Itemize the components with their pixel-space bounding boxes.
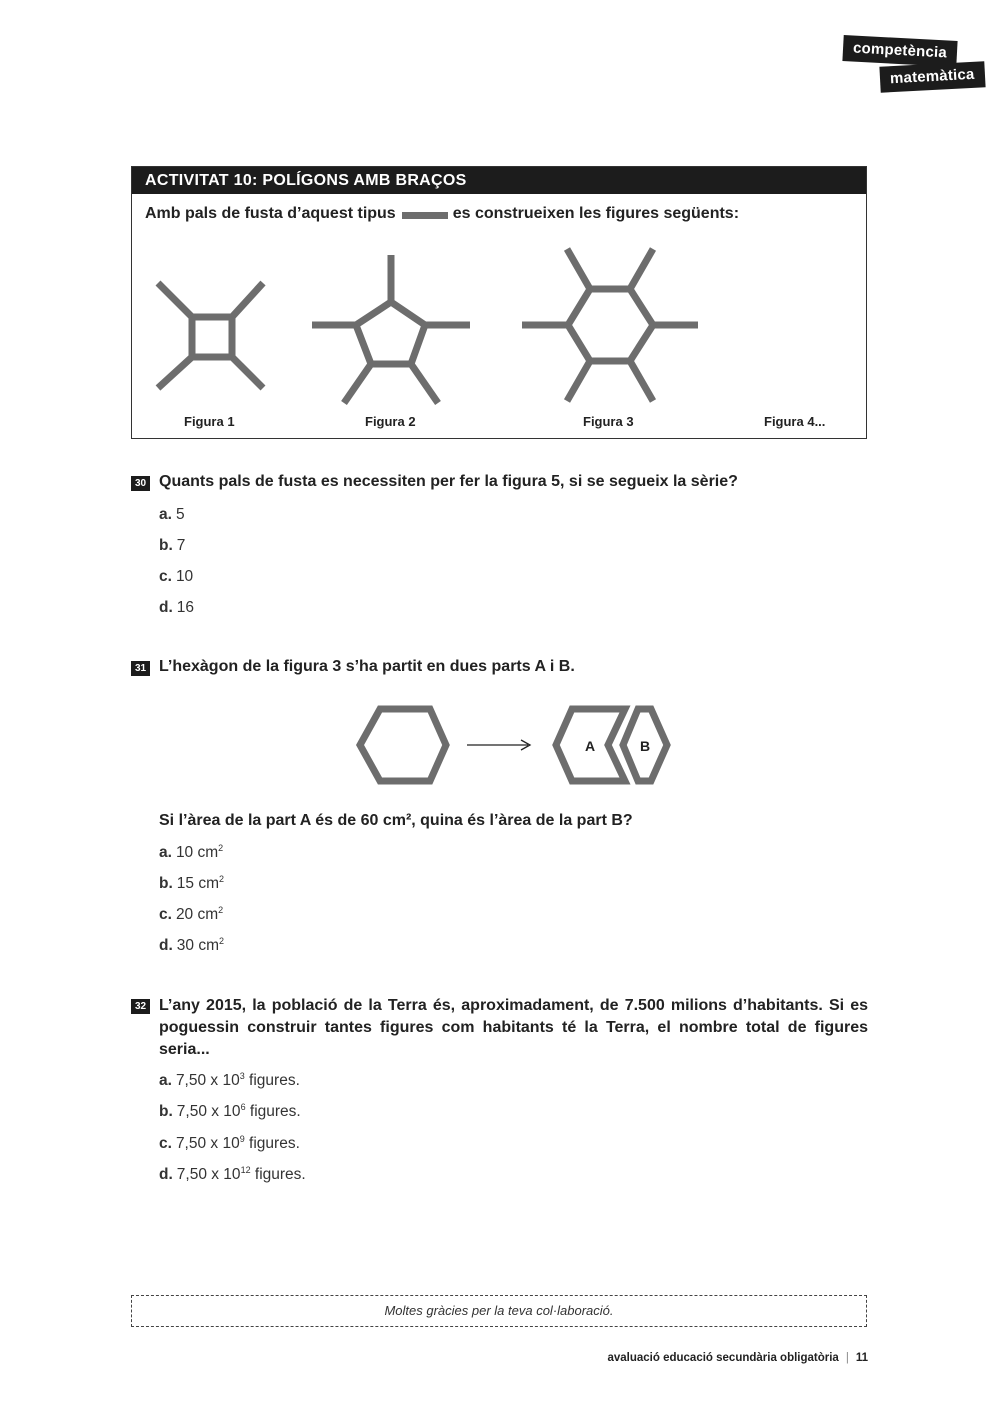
figure-3-label: Figura 3 bbox=[583, 414, 634, 429]
figure-4-label: Figura 4... bbox=[764, 414, 826, 429]
whole-hexagon bbox=[360, 709, 446, 781]
q31-option-d[interactable]: d. 30 $cm^2$ bbox=[159, 936, 225, 954]
intro-before: Amb pals de fusta d’aquest tipus bbox=[145, 205, 396, 222]
footer-text: avaluació educació secundària obligatòria bbox=[607, 1352, 839, 1364]
q31-option-a[interactable]: a. 10 $cm^2$ bbox=[159, 843, 224, 861]
figure-1-square bbox=[158, 283, 263, 388]
footer-separator: | bbox=[845, 1352, 849, 1364]
q30-option-c[interactable]: c. 10 bbox=[159, 568, 194, 585]
q30-option-d[interactable]: d. 16 bbox=[159, 599, 195, 616]
q30-option-b[interactable]: b. 7 bbox=[159, 537, 186, 554]
question-30-text: Quants pals de fusta es necessiten per fer la figura 5, si se segueix la sèrie? bbox=[159, 473, 738, 490]
question-32-number: 32 bbox=[131, 999, 150, 1014]
q32-option-c[interactable]: c. 7,50 x $10^9$ figures. bbox=[159, 1134, 300, 1152]
part-a-label: A bbox=[585, 738, 596, 754]
figure-1-label: Figura 1 bbox=[184, 414, 235, 429]
q32-option-d[interactable]: d. 7,50 x $10^{12}$ figures. bbox=[159, 1165, 306, 1183]
q31-option-b[interactable]: b. 15 $cm^2$ bbox=[159, 874, 225, 892]
question-32-text: L’any 2015, la població de la Terra és, aproximadament, de 7.500 milions d’habitants. Si es poguessin construir tantes figures com habitants té la Terra, el nombre total de figures seria... bbox=[159, 997, 868, 1058]
figure-2-label: Figura 2 bbox=[365, 414, 416, 429]
q30-option-a[interactable]: a. 5 bbox=[159, 506, 185, 523]
intro-after: es construeixen les figures següents: bbox=[452, 205, 740, 222]
question-30-number: 30 bbox=[131, 476, 150, 491]
page-footer bbox=[581, 1352, 868, 1364]
question-31-number: 31 bbox=[131, 661, 150, 676]
thanks-box: Moltes gràcies per la teva col·laboració. bbox=[131, 1295, 867, 1327]
q31-option-c[interactable]: c. 20 $cm^2$ bbox=[159, 905, 224, 923]
part-b-label: B bbox=[640, 738, 651, 754]
competencia-tag: competència bbox=[842, 35, 957, 67]
hexagon-split-diagram bbox=[340, 695, 690, 795]
q32-option-b[interactable]: b. 7,50 x $10^6$ figures. bbox=[159, 1102, 301, 1120]
figures-sequence bbox=[132, 167, 868, 440]
figure-2-pentagon bbox=[312, 255, 470, 403]
question-31-text: L’hexàgon de la figura 3 s’ha partit en dues parts A i B. bbox=[159, 658, 575, 675]
activity-title: ACTIVITAT 10: POLÍGONS AMB BRAÇOS bbox=[132, 167, 866, 194]
matematica-tag: matemàtica bbox=[879, 61, 985, 92]
figure-3-hexagon bbox=[522, 249, 698, 401]
activity-box bbox=[131, 166, 867, 439]
question-31-subquestion: Si l’àrea de la part A és de 60 cm², quina és l’àrea de la part B? bbox=[159, 812, 633, 829]
page-number: 11 bbox=[855, 1352, 868, 1364]
q32-option-a[interactable]: a. 7,50 x $10^3$ figures. bbox=[159, 1071, 300, 1089]
